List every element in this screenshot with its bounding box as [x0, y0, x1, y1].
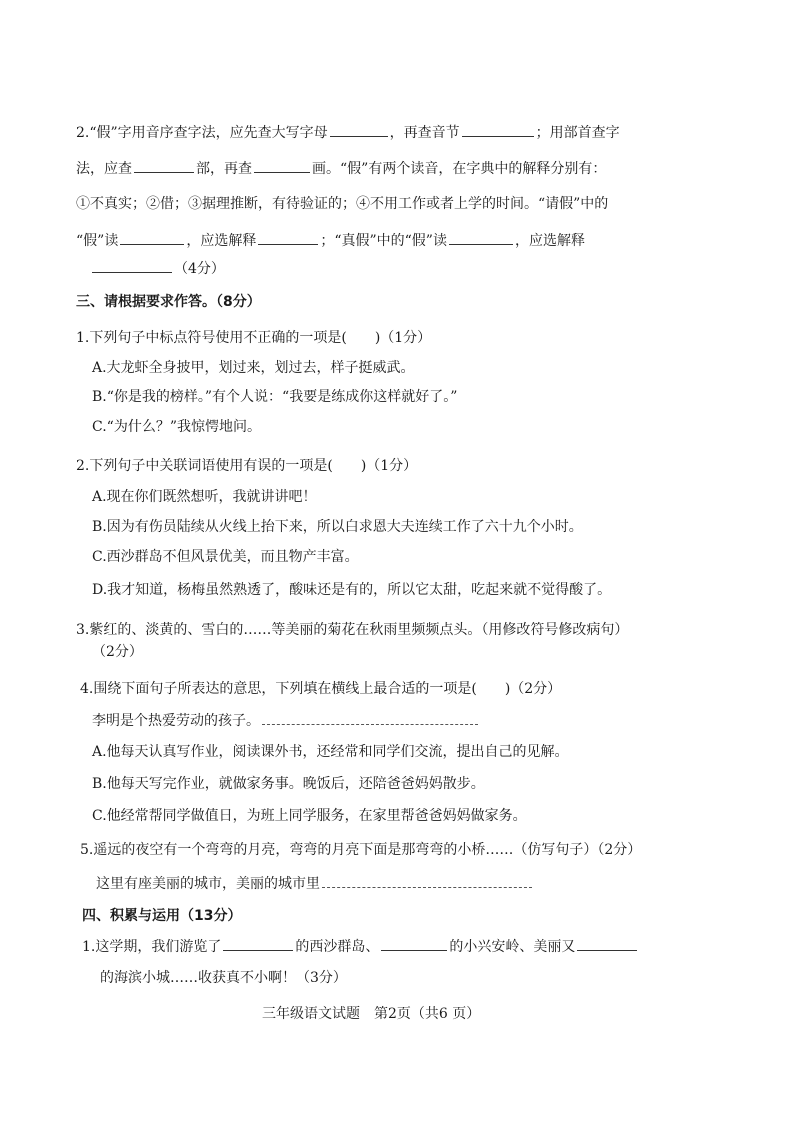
q2-line3: ①不真实；②借；③据理推断，有待验证的；④不用工作或者上学的时间。“请假”中的	[76, 196, 609, 212]
s4-q1-blank3[interactable]	[577, 936, 637, 951]
s3-q4-stem: 4.围绕下面句子所表达的意思，下列填在横线上最合适的一项是( )（2分）	[80, 681, 562, 697]
s3-q1-option-c: C.“为什么？”我惊愕地问。	[92, 419, 261, 435]
s3-q2-option-b: B.因为有伤员陆续从火线上抬下来，所以白求恩大夫连续工作了六十九个小时。	[92, 519, 583, 535]
section3-title: 三、请根据要求作答。（8分）	[76, 294, 261, 310]
q2-blank-strokes[interactable]	[254, 158, 310, 173]
s4-q1-blank1[interactable]	[223, 936, 293, 951]
s3-q2-stem: 2.下列句子中关联词语使用有误的一项是( )（1分）	[76, 458, 418, 474]
s3-q1-option-a: A.大龙虾全身披甲，划过来，划过去，样子挺威武。	[92, 360, 415, 376]
s3-q4-option-a: A.他每天认真写作业，阅读课外书，还经常和同学们交流，提出自己的见解。	[92, 744, 569, 760]
s4-q1-line2: 的海滨小城……收获真不小啊！（3分）	[100, 970, 347, 986]
q2-blank-reading2[interactable]	[449, 230, 513, 245]
q2-blank-syllable[interactable]	[462, 122, 534, 137]
s3-q3-score: （2分）	[92, 644, 143, 660]
s3-q1-option-b: B.“你是我的榜样。”有个人说：“我要是练成你这样就好了。”	[92, 389, 458, 405]
s3-q4-option-b: B.他每天写完作业，就做家务事。晚饭后，还陪爸爸妈妈散步。	[92, 776, 485, 792]
s3-q2-option-a: A.现在你们既然想听，我就讲讲吧！	[92, 489, 317, 505]
q2-blank-reading1[interactable]	[120, 230, 184, 245]
s3-q3-stem: 3.紫红的、淡黄的、雪白的……等美丽的菊花在秋雨里频频点头。（用修改符号修改病句）	[76, 622, 629, 638]
q2-blank-meaning1[interactable]	[258, 230, 318, 245]
q2-line2: 法，应查 部，再查 画。“假”有两个读音，在字典中的解释分别有：	[76, 158, 606, 179]
q2-blank-letter[interactable]	[330, 122, 388, 137]
q2-blank-radical[interactable]	[134, 158, 194, 173]
s3-q5-stem: 5.遥远的夜空有一个弯弯的月亮，弯弯的月亮下面是那弯弯的小桥……（仿写句子）（2分）	[80, 842, 642, 858]
s3-q4-sentence-line: 李明是个热爱劳动的孩子。	[92, 710, 480, 731]
page-footer: 三年级语文试题 第2页（共6 页）	[262, 1006, 481, 1022]
q2-line1: 2.“假”字用音序查字法，应先查大写字母 ，再查音节 ；用部首查字	[76, 122, 620, 143]
s3-q4-blank[interactable]	[262, 710, 478, 725]
s3-q5-blank[interactable]	[322, 873, 532, 888]
s3-q5-answer-line: 这里有座美丽的城市，美丽的城市里	[96, 873, 534, 894]
q2-line4: “假”读 ，应选解释 ；“真假”中的“假”读 ，应选解释	[76, 230, 585, 251]
section4-title: 四、积累与运用（13分）	[82, 908, 242, 924]
q2-blank-meaning2[interactable]	[92, 258, 172, 273]
s4-q1-line1: 1.这学期，我们游览了 的西沙群岛、 的小兴安岭、美丽又	[82, 936, 639, 957]
q2-line5: （4分）	[90, 258, 225, 279]
s3-q2-option-c: C.西沙群岛不但风景优美，而且物产丰富。	[92, 549, 359, 565]
s3-q1-stem: 1.下列句子中标点符号使用不正确的一项是( )（1分）	[76, 330, 432, 346]
s3-q2-option-d: D.我才知道，杨梅虽然熟透了，酸味还是有的，所以它太甜，吃起来就不觉得酸了。	[92, 582, 612, 598]
s4-q1-blank2[interactable]	[381, 936, 447, 951]
s3-q4-option-c: C.他经常帮同学做值日，为班上同学服务，在家里帮爸爸妈妈做家务。	[92, 808, 527, 824]
